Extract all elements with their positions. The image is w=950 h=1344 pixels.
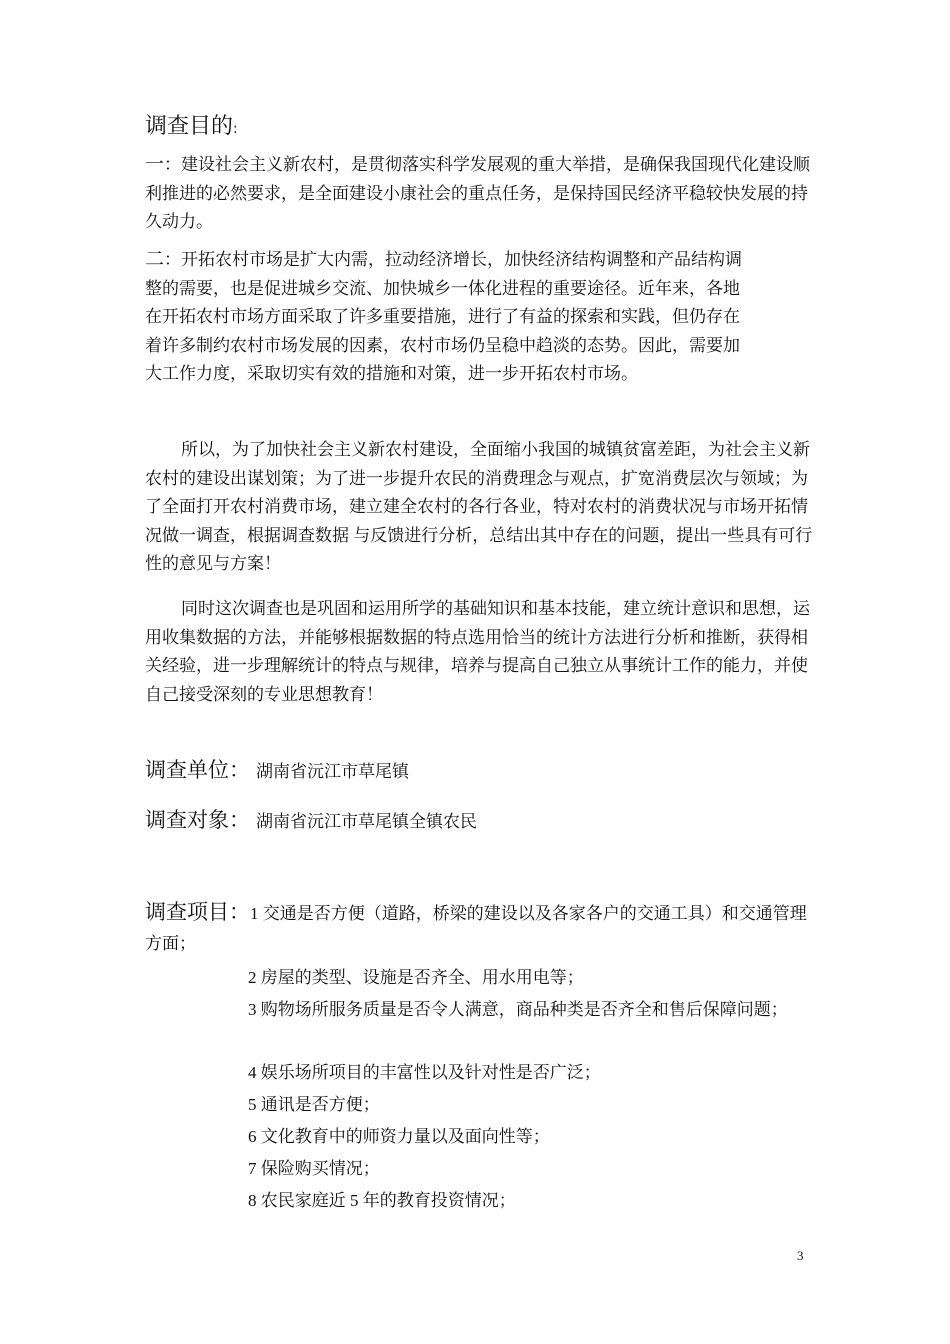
purpose-paragraph-4: 同时这次调查也是巩固和运用所学的基础知识和基本技能，建立统计意识和思想，运用收集数据的方法，并能够根据数据的特点选用恰当的统计方法进行分析和推断，获得相关经验，进一步理解统计的特点与规律，培养与提高自己独立从事统计工作的能力，并使自己接受深刻的专业思想教育！ <box>145 599 810 704</box>
purpose-paragraph-3: 所以，为了加快社会主义新农村建设，全面缩小我国的城镇贫富差距，为社会主义新农村的建设出谋划策；为了进一步提升农民的消费理念与观点，扩宽消费层次与领域；为了全面打开农村消费市场，建立建全农村的各行各业，特对农村的消费状况与市场开拓情况做一调查，根据调查数据 与反馈进行分析，总结出其中存在的问题，提出一些具有可行性的意见与方案！ <box>145 440 813 574</box>
survey-item-5: 5 通讯是否方便； <box>248 1095 380 1114</box>
survey-item-4: 4 娱乐场所项目的丰富性以及针对性是否广泛； <box>248 1063 601 1082</box>
purpose-paragraph-2 <box>145 245 745 389</box>
survey-unit-value: 湖南省沅江市草尾镇 <box>256 762 409 781</box>
survey-item-3: 3 购物场所服务质量是否令人满意，商品种类是否齐全和售后保障问题； <box>248 1000 788 1019</box>
survey-item-8: 8 农民家庭近 5 年的教育投资情况； <box>248 1191 516 1210</box>
survey-item-2: 2 房屋的类型、设施是否齐全、用水用电等； <box>248 968 584 987</box>
purpose-heading <box>145 112 238 144</box>
paragraph-2-text: ：开拓农村市场是扩大内需，拉动经济增长，加快经济结构调整和产品结构调整的需要，也是促进城乡交流、加快城乡一体化进程的重要途径。近年来，各地在开拓农村市场方面采取了许多重要措施，进行了有益的探索和实践，但仍存在着许多制约农村市场发展的因素，农村市场仍呈稳中趋淡的态势。因此，需要加大工作力度，采取切实有效的措施和对策，进一步开拓农村市场。 <box>145 250 743 384</box>
survey-items-label: 调查项目： <box>145 900 250 924</box>
survey-unit-row <box>145 754 409 784</box>
page-number: 3 <box>797 1248 804 1263</box>
survey-item-7: 7 保险购买情况； <box>248 1159 380 1178</box>
survey-object-label: 调查对象： <box>145 808 250 832</box>
survey-object-row <box>145 804 477 834</box>
survey-unit-label: 调查单位： <box>145 758 250 782</box>
survey-item-6: 6 文化教育中的师资力量以及面向性等； <box>248 1127 550 1146</box>
paragraph-1-text: ：建设社会主义新农村，是贯彻落实科学发展观的重大举措，是确保我国现代化建设顺利推进的必然要求，是全面建设小康社会的重点任务，是保持国民经济平稳较快发展的持久动力。 <box>145 155 811 232</box>
survey-object-value: 湖南省沅江市草尾镇全镇农民 <box>256 812 477 831</box>
paragraph-1-marker: 一 <box>145 153 165 175</box>
purpose-heading-colon: : <box>233 121 238 137</box>
purpose-paragraph-1 <box>145 150 813 237</box>
survey-item-1: 1 交通是否方便（道路，桥梁的建设以及各家各户的交通工具）和交通管理方面； <box>145 904 807 953</box>
purpose-heading-text: 调查目的 <box>145 114 234 139</box>
paragraph-2-marker: 二 <box>145 248 165 270</box>
survey-items-first <box>145 897 813 959</box>
